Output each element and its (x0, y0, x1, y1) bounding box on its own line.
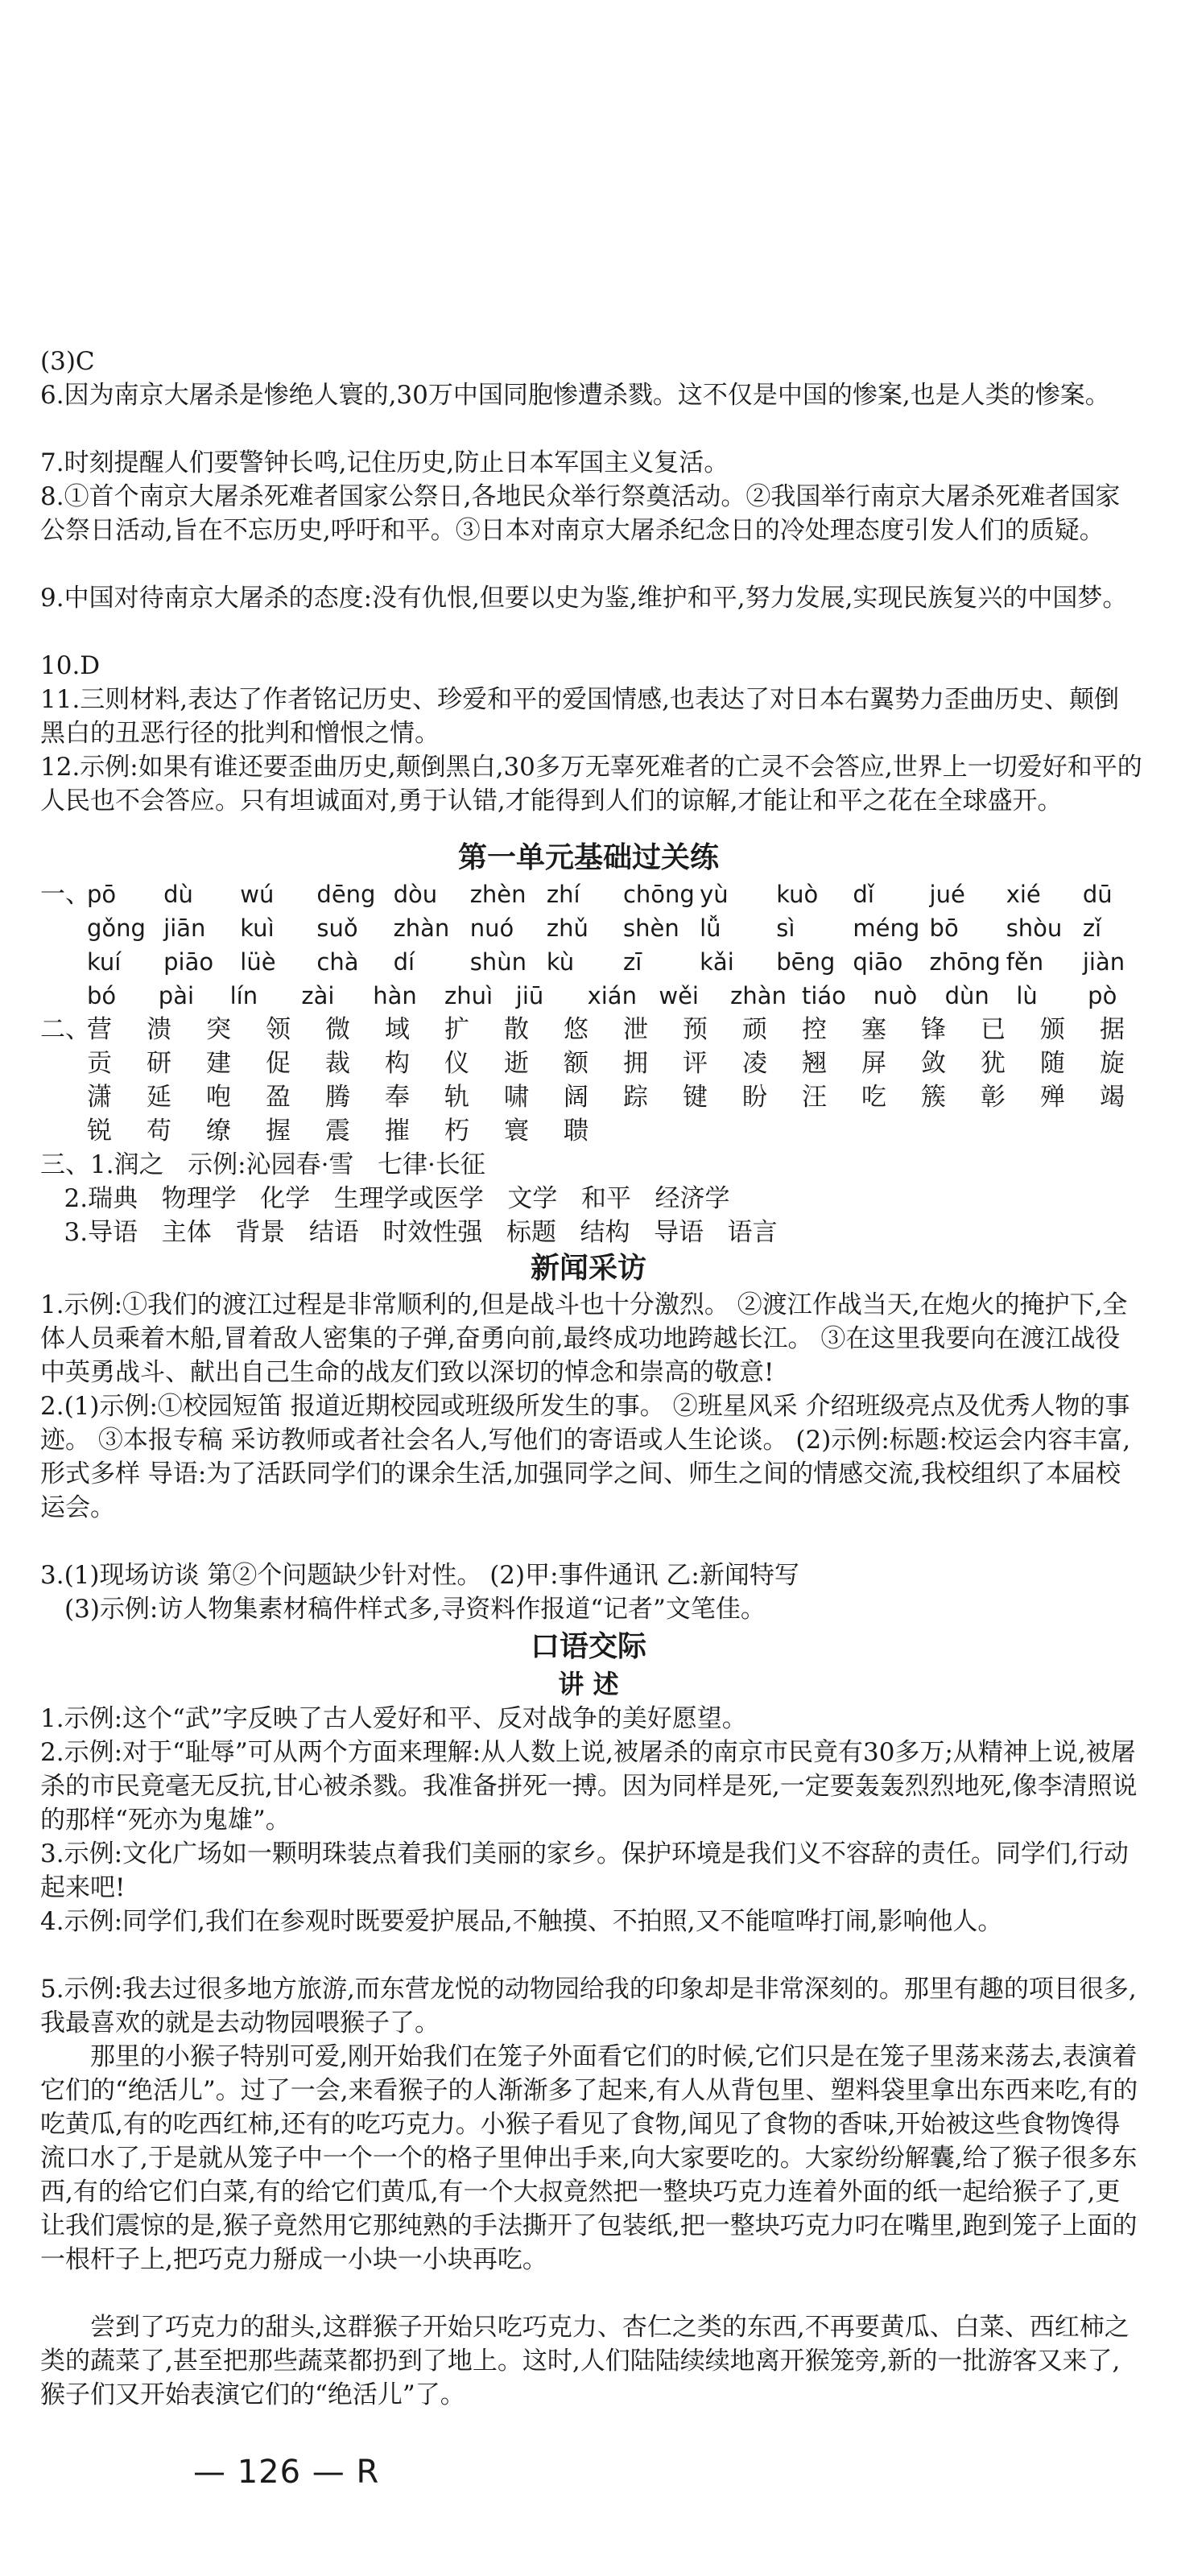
pinyin-row-4 (40, 979, 1159, 1013)
pinyin-item: xián (587, 982, 637, 1009)
pinyin-item: dēng (316, 881, 376, 908)
pinyin-item: kù (546, 948, 575, 976)
pinyin-item: dū (1082, 881, 1113, 908)
oral-essay-para-2: 尝到了巧克力的甜头,这群猴子开始只吃巧克力、杏仁之类的东西,不再要黄瓜、白菜、西红柿之类的蔬菜了,甚至把那些蔬菜都扔到了地上。这时,人们陆陆续续地离开猴笼旁,新的一批游客又来了,猴子们又开始表演它们的“绝活儿”了。 (40, 2313, 1130, 2409)
part1-label: 一、 (40, 880, 90, 909)
char-item: 研 (147, 1049, 171, 1078)
pinyin-item: zài (301, 982, 335, 1009)
pinyin-item: zhuì (444, 982, 494, 1009)
pinyin-item: dí (393, 948, 415, 976)
answer-q6: 6.因为南京大屠杀是惨绝人寰的,30万中国同胞惨遭杀戮。这不仅是中国的惨案,也是人类的惨案。 (40, 381, 1110, 410)
answer-q11: 11.三则材料,表达了作者铭记历史、珍爱和平的爱国情感,也表达了对日本右翼势力歪曲历史、颠倒黑白的丑恶行径的批判和憎恨之情。 (40, 685, 1120, 748)
char-item: 逝 (504, 1049, 529, 1078)
char-item: 塞 (861, 1015, 886, 1044)
pinyin-item: lù (1016, 982, 1038, 1009)
pinyin-item: kǎi (700, 948, 734, 976)
oral-q5: 5.示例:我去过很多地方旅游,而东营龙悦的动物园给我的印象却是非常深刻的。那里有趣的项目很多,我最喜欢的就是去动物园喂猴子了。 (40, 1975, 1137, 2037)
char-item: 握 (266, 1117, 291, 1146)
section-title-unit: 第一单元基础过关练 (457, 841, 719, 874)
pinyin-row-1 (40, 877, 1159, 911)
pinyin-item: dù (163, 881, 193, 908)
char-item: 溃 (147, 1015, 171, 1044)
char-item: 随 (1040, 1049, 1065, 1078)
char-item: 裁 (325, 1049, 350, 1078)
char-item: 键 (683, 1083, 708, 1112)
pinyin-item: zhàn (393, 914, 450, 942)
char-item: 潇 (87, 1083, 112, 1112)
char-item: 轨 (444, 1083, 469, 1112)
pinyin-item: bó (87, 982, 117, 1009)
char-item: 顽 (742, 1015, 767, 1044)
pinyin-item: zǐ (1082, 914, 1102, 942)
char-item: 盈 (266, 1083, 291, 1112)
char-item: 评 (683, 1049, 708, 1078)
pinyin-row-3 (40, 945, 1159, 979)
char-item: 缭 (206, 1117, 231, 1146)
char-item: 促 (266, 1049, 291, 1078)
char-item: 犹 (981, 1049, 1006, 1078)
char-item: 汪 (802, 1083, 827, 1112)
pinyin-item: fěn (1006, 948, 1044, 976)
char-item: 已 (981, 1015, 1006, 1044)
part2-label: 二、 (40, 1015, 90, 1044)
pinyin-item: suǒ (316, 914, 358, 942)
pinyin-item: wú (240, 881, 275, 908)
pinyin-item: chōng (622, 881, 695, 908)
news-q3b: (3)示例:访人物集素材稿件样式多,寻资料作报道“记者”文笔佳。 (64, 1595, 766, 1624)
char-item: 颁 (1040, 1015, 1065, 1044)
pinyin-item: bō (929, 914, 959, 942)
pinyin-item: dòu (393, 881, 438, 908)
answer-q7: 7.时刻提醒人们要警钟长鸣,记住历史,防止日本军国主义复活。 (40, 448, 729, 477)
oral-q1: 1.示例:这个“武”字反映了古人爱好和平、反对战争的美好愿望。 (40, 1704, 747, 1733)
char-item: 旋 (1100, 1049, 1125, 1078)
oral-q3: 3.示例:文化广场如一颗明珠装点着我们美丽的家乡。保护环境是我们义不容辞的责任。同学们,行动起来吧! (40, 1839, 1129, 1902)
char-item: 屏 (861, 1049, 886, 1078)
char-item: 域 (385, 1015, 410, 1044)
oral-q2: 2.示例:对于“耻辱”可从两个方面来理解:从人数上说,被屠杀的南京市民竟有30多万;从精神上说,被屠杀的市民竟毫无反抗,甘心被杀戮。我准备拼死一搏。因为同样是死,一定要轰轰烈烈地死,像李清照说的那样“死亦为鬼雄”。 (40, 1738, 1138, 1835)
pinyin-item: lüè (240, 948, 276, 976)
page-number: — 126 — R (193, 2454, 380, 2491)
char-item: 竭 (1100, 1083, 1125, 1112)
pinyin-item: kuò (776, 881, 819, 908)
part3-line-1: 三、1.润之 示例:沁园春·雪 七律·长征 (40, 1150, 485, 1179)
char-item: 领 (266, 1015, 291, 1044)
answer-q8: 8.①首个南京大屠杀死难者国家公祭日,各地民众举行祭奠活动。②我国举行南京大屠杀死难者国家公祭日活动,旨在不忘历史,呼吁和平。③日本对南京大屠杀纪念日的冷处理态度引发人们的质疑。 (40, 482, 1121, 545)
char-item: 奉 (385, 1083, 410, 1112)
char-item: 簇 (921, 1083, 946, 1112)
char-item: 扩 (444, 1015, 469, 1044)
char-item: 踪 (623, 1083, 648, 1112)
char-item: 悠 (564, 1015, 588, 1044)
pinyin-item: yù (700, 881, 729, 908)
pinyin-item: xié (1006, 881, 1041, 908)
char-item: 寰 (504, 1117, 529, 1146)
pinyin-item: jiū (515, 982, 544, 1009)
char-row-4 (40, 1114, 1159, 1148)
char-item: 吃 (861, 1083, 886, 1112)
part3-line-3: 3.导语 主体 背景 结语 时效性强 标题 结构 导语 语言 (40, 1218, 778, 1247)
pinyin-item: qiāo (853, 948, 903, 976)
pinyin-item: jiàn (1082, 948, 1125, 976)
pinyin-item: chà (316, 948, 359, 976)
oral-essay-para-1: 那里的小猴子特别可爱,刚开始我们在笼子外面看它们的时候,它们只是在笼子里荡来荡去,表演着它们的“绝活儿”。过了一会,来看猴子的人渐渐多了起来,有人从背包里、塑料袋里拿出东西来吃,有的吃黄瓜,有的吃西红柿,还有的吃巧克力。小猴子看见了食物,闻见了食物的香味,开始被这些食物馋得流口水了,于是就从笼子中一个一个的格子里伸出手来,向大家要吃的。大家纷纷解囊,给了猴子很多东西,有的给它们白菜,有的给它们黄瓜,有一个大叔竟然把一整块巧克力连着外面的纸一起给猴子了,更让我们震惊的是,猴子竟然用它那纯熟的手法撕开了包装纸,把一整块巧克力叼在嘴里,跑到笼子上面的一根杆子上,把巧克力掰成一小块一小块再吃。 (40, 2042, 1138, 2274)
pinyin-item: nuò (873, 982, 918, 1009)
char-item: 锐 (87, 1117, 112, 1146)
char-item: 摧 (385, 1117, 410, 1146)
pinyin-item: piāo (163, 948, 214, 976)
char-item: 散 (504, 1015, 529, 1044)
pinyin-item: wěi (659, 982, 699, 1009)
char-item: 突 (206, 1015, 231, 1044)
char-item: 震 (325, 1117, 350, 1146)
char-item: 额 (564, 1049, 588, 1078)
char-item: 据 (1100, 1015, 1125, 1044)
pinyin-item: gǒng (87, 914, 146, 942)
char-item: 聩 (564, 1117, 588, 1146)
pinyin-item: nuó (469, 914, 514, 942)
pinyin-item: shòu (1006, 914, 1063, 942)
pinyin-item: dǐ (853, 881, 874, 908)
pinyin-item: shùn (469, 948, 527, 976)
pinyin-row-2 (40, 911, 1159, 945)
news-q3a: 3.(1)现场访谈 第②个问题缺少针对性。 (2)甲:事件通讯 乙:新闻特写 (40, 1561, 799, 1590)
pinyin-item: zhǔ (546, 914, 588, 942)
char-item: 泄 (623, 1015, 648, 1044)
pinyin-item: pò (1088, 982, 1117, 1009)
section-subtitle-narrate: 讲 述 (558, 1669, 619, 1699)
pinyin-item: dùn (944, 982, 989, 1009)
answer-q12: 12.示例:如果有谁还要歪曲历史,颠倒黑白,30多万无辜死难者的亡灵不会答应,世界上一切爱好和平的人民也不会答应。只有坦诚面对,勇于认错,才能得到人们的谅解,才能让和平之花在全球盛开。 (40, 753, 1142, 815)
char-item: 敛 (921, 1049, 946, 1078)
pinyin-item: kuì (240, 914, 275, 942)
pinyin-item: zhōng (929, 948, 1001, 976)
pinyin-item: tiáo (801, 982, 846, 1009)
oral-q4: 4.示例:同学们,我们在参观时既要爱护展品,不触摸、不拍照,又不能喧哗打闹,影响他人。 (40, 1907, 1003, 1936)
char-item: 咆 (206, 1083, 231, 1112)
pinyin-item: zhàn (730, 982, 787, 1009)
section-title-news: 新闻采访 (530, 1252, 646, 1285)
pinyin-item: méng (853, 914, 920, 942)
pinyin-item: sì (776, 914, 795, 942)
pinyin-item: kuí (87, 948, 122, 976)
char-item: 延 (147, 1083, 171, 1112)
pinyin-item: zhèn (469, 881, 527, 908)
char-item: 啸 (504, 1083, 529, 1112)
char-item: 腾 (325, 1083, 350, 1112)
answer-q3c: (3)C (40, 347, 95, 376)
pinyin-item: bēng (776, 948, 836, 976)
char-item: 仪 (444, 1049, 469, 1078)
char-item: 建 (206, 1049, 231, 1078)
pinyin-item: pài (158, 982, 195, 1009)
pinyin-item: hàn (373, 982, 417, 1009)
char-item: 锋 (921, 1015, 946, 1044)
char-item: 拥 (623, 1049, 648, 1078)
char-row-2 (40, 1046, 1159, 1080)
char-item: 殚 (1040, 1083, 1065, 1112)
part3-line-2: 2.瑞典 物理学 化学 生理学或医学 文学 和平 经济学 (40, 1184, 730, 1213)
char-item: 凌 (742, 1049, 767, 1078)
pinyin-item: shèn (622, 914, 679, 942)
char-item: 预 (683, 1015, 708, 1044)
pinyin-item: pō (87, 881, 117, 908)
char-item: 控 (802, 1015, 827, 1044)
char-item: 彰 (981, 1083, 1006, 1112)
char-row-1 (40, 1013, 1159, 1046)
char-item: 营 (87, 1015, 112, 1044)
pinyin-item: lǚ (700, 914, 721, 942)
char-item: 朽 (444, 1117, 469, 1146)
news-q2: 2.(1)示例:①校园短笛 报道近期校园或班级所发生的事。 ②班星风采 介绍班级亮点及优秀人物的事迹。 ③本报专稿 采访教师或者社会名人,写他们的寄语或人生论谈。 (2)示例:标题:校运会内容丰富,形式多样 导语:为了活跃同学们的课余生活,加强同学之间、师生之间的情感交流,我校组织了本届校运会。 (40, 1392, 1131, 1522)
char-item: 构 (385, 1049, 410, 1078)
answer-q10: 10.D (40, 651, 101, 680)
char-item: 盼 (742, 1083, 767, 1112)
pinyin-item: jiān (163, 914, 206, 942)
section-title-oral: 口语交际 (530, 1630, 646, 1663)
pinyin-item: zhí (546, 881, 580, 908)
char-row-3 (40, 1080, 1159, 1114)
pinyin-item: zī (622, 948, 642, 976)
char-item: 苟 (147, 1117, 171, 1146)
pinyin-item: jué (929, 881, 965, 908)
news-q1: 1.示例:①我们的渡江过程是非常顺利的,但是战斗也十分激烈。 ②渡江作战当天,在炮火的掩护下,全体人员乘着木船,冒着敌人密集的子弹,奋勇向前,最终成功地跨越长江。 ③在这里我要向在渡江战役中英勇战斗、献出自己生命的战友们致以深切的悼念和崇高的敬意! (40, 1290, 1128, 1387)
char-item: 翘 (802, 1049, 827, 1078)
char-item: 阔 (564, 1083, 588, 1112)
char-item: 贡 (87, 1049, 112, 1078)
pinyin-item: lín (229, 982, 258, 1009)
answer-q9: 9.中国对待南京大屠杀的态度:没有仇恨,但要以史为鉴,维护和平,努力发展,实现民族复兴的中国梦。 (40, 584, 1128, 613)
char-item: 微 (325, 1015, 350, 1044)
